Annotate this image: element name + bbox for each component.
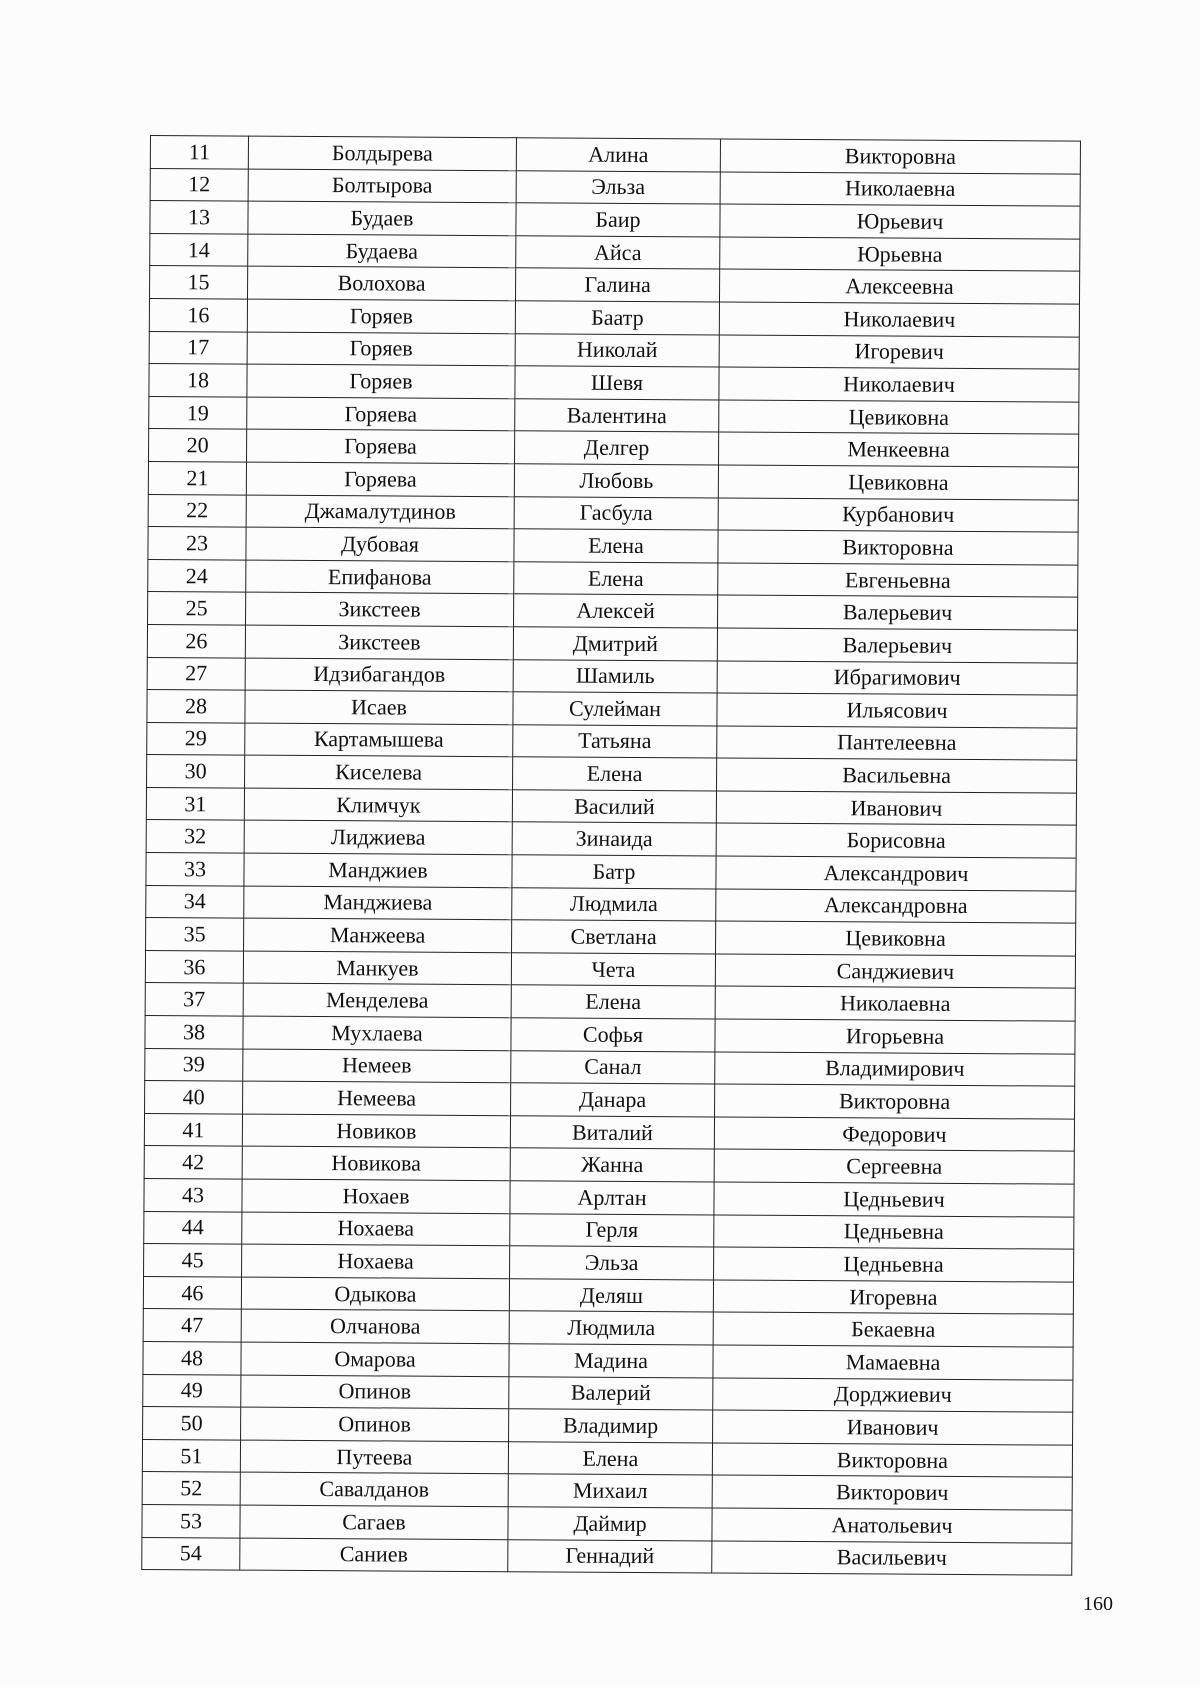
first-name-cell: Эльза — [516, 170, 720, 204]
row-number-cell: 52 — [142, 1472, 240, 1505]
patronymic-cell: Ильясович — [717, 693, 1077, 728]
last-name-cell: Нохаева — [242, 1244, 510, 1278]
first-name-cell: Светлана — [512, 920, 716, 954]
first-name-cell: Елена — [514, 561, 718, 595]
patronymic-cell: Федорович — [714, 1117, 1074, 1152]
page-number: 160 — [1083, 1593, 1113, 1615]
last-name-cell: Мухлаева — [243, 1016, 511, 1050]
first-name-cell: Елена — [508, 1441, 712, 1475]
last-name-cell: Киселева — [245, 755, 513, 789]
last-name-cell: Немеев — [243, 1049, 511, 1083]
patronymic-cell: Викторович — [712, 1475, 1072, 1510]
patronymic-cell: Васильевна — [717, 758, 1077, 793]
patronymic-cell: Цевиковна — [719, 400, 1079, 435]
last-name-cell: Горяев — [247, 299, 515, 333]
last-name-cell: Болдырева — [248, 136, 516, 170]
first-name-cell: Дмитрий — [513, 627, 717, 661]
last-name-cell: Опинов — [241, 1375, 509, 1409]
patronymic-cell: Николаевна — [715, 986, 1075, 1021]
last-name-cell: Болтырова — [248, 169, 516, 203]
first-name-cell: Василий — [512, 790, 716, 824]
first-name-cell: Зинаида — [512, 822, 716, 856]
row-number-cell: 50 — [143, 1407, 241, 1440]
patronymic-cell: Валерьевич — [717, 628, 1077, 663]
first-name-cell: Галина — [515, 268, 719, 302]
first-name-cell: Айса — [516, 236, 720, 270]
row-number-cell: 51 — [142, 1439, 240, 1472]
patronymic-cell: Васильевич — [712, 1540, 1072, 1575]
last-name-cell: Саниев — [240, 1538, 508, 1572]
row-number-cell: 22 — [148, 494, 246, 527]
last-name-cell: Горяева — [246, 462, 514, 496]
last-name-cell: Путеева — [240, 1440, 508, 1474]
row-number-cell: 31 — [146, 787, 244, 820]
last-name-cell: Манжеева — [244, 918, 512, 952]
first-name-cell: Владимир — [509, 1409, 713, 1443]
last-name-cell: Джамалутдинов — [246, 495, 514, 529]
row-number-cell: 28 — [147, 690, 245, 723]
last-name-cell: Лиджиева — [244, 821, 512, 855]
patronymic-cell: Евгеньевна — [718, 563, 1078, 598]
last-name-cell: Будаев — [248, 201, 516, 235]
row-number-cell: 27 — [147, 657, 245, 690]
last-name-cell: Идзибагандов — [245, 658, 513, 692]
last-name-cell: Горяев — [247, 332, 515, 366]
last-name-cell: Опинов — [241, 1407, 509, 1441]
first-name-cell: Жанна — [510, 1148, 714, 1182]
first-name-cell: Баир — [516, 203, 720, 237]
table-row — [142, 1537, 1072, 1575]
first-name-cell: Виталий — [510, 1116, 714, 1150]
patronymic-cell: Менкеевна — [718, 432, 1078, 467]
last-name-cell: Горяева — [247, 397, 515, 431]
first-name-cell: Любовь — [514, 464, 718, 498]
last-name-cell: Горяев — [247, 364, 515, 398]
first-name-cell: Людмила — [509, 1311, 713, 1345]
row-number-cell: 53 — [142, 1504, 240, 1537]
row-number-cell: 45 — [144, 1244, 242, 1277]
patronymic-cell: Юрьевич — [720, 204, 1080, 239]
first-name-cell: Татьяна — [513, 724, 717, 758]
patronymic-cell: Игорьевна — [715, 1019, 1075, 1054]
patronymic-cell: Борисовна — [716, 823, 1076, 858]
row-number-cell: 19 — [149, 396, 247, 429]
last-name-cell: Картамышева — [245, 723, 513, 757]
row-number-cell: 18 — [149, 364, 247, 397]
last-name-cell: Нохаев — [242, 1179, 510, 1213]
row-number-cell: 13 — [150, 201, 248, 234]
last-name-cell: Волохова — [247, 266, 515, 300]
patronymic-cell: Дорджиевич — [713, 1378, 1073, 1413]
first-name-cell: Михаил — [508, 1474, 712, 1508]
patronymic-cell: Валерьевич — [717, 595, 1077, 630]
patronymic-cell: Викторовна — [712, 1443, 1072, 1478]
patronymic-cell: Викторовна — [718, 530, 1078, 565]
row-number-cell: 46 — [143, 1276, 241, 1309]
patronymic-cell: Игоревич — [719, 335, 1079, 370]
patronymic-cell: Цевиковна — [716, 921, 1076, 956]
row-number-cell: 29 — [147, 722, 245, 755]
row-number-cell: 21 — [148, 461, 246, 494]
first-name-cell: Валентина — [515, 398, 719, 432]
row-number-cell: 48 — [143, 1341, 241, 1374]
first-name-cell: Герля — [510, 1213, 714, 1247]
row-number-cell: 16 — [149, 298, 247, 331]
patronymic-cell: Алексеевна — [719, 269, 1079, 304]
row-number-cell: 40 — [145, 1081, 243, 1114]
patronymic-cell: Курбанович — [718, 498, 1078, 533]
first-name-cell: Баатр — [515, 301, 719, 335]
last-name-cell: Климчук — [244, 788, 512, 822]
patronymic-cell: Юрьевна — [720, 237, 1080, 272]
patronymic-cell: Николаевич — [719, 367, 1079, 402]
last-name-cell: Омарова — [241, 1342, 509, 1376]
patronymic-cell: Сергеевна — [714, 1149, 1074, 1184]
first-name-cell: Батр — [512, 855, 716, 889]
row-number-cell: 41 — [144, 1113, 242, 1146]
last-name-cell: Олчанова — [241, 1309, 509, 1343]
row-number-cell: 36 — [145, 950, 243, 983]
row-number-cell: 35 — [146, 918, 244, 951]
row-number-cell: 38 — [145, 1016, 243, 1049]
last-name-cell: Одыкова — [241, 1277, 509, 1311]
first-name-cell: Шамиль — [513, 659, 717, 693]
patronymic-cell: Санджиевич — [715, 954, 1075, 989]
row-number-cell: 11 — [150, 136, 248, 169]
last-name-cell: Зикстеев — [246, 592, 514, 626]
first-name-cell: Геннадий — [508, 1539, 712, 1573]
first-name-cell: Шевя — [515, 366, 719, 400]
first-name-cell: Санал — [511, 1050, 715, 1084]
first-name-cell: Алина — [516, 138, 720, 172]
row-number-cell: 54 — [142, 1537, 240, 1570]
first-name-cell: Данара — [511, 1083, 715, 1117]
last-name-cell: Дубовая — [246, 527, 514, 561]
row-number-cell: 34 — [146, 885, 244, 918]
first-name-cell: Эльза — [510, 1246, 714, 1280]
patronymic-cell: Пантелеевна — [717, 726, 1077, 761]
row-number-cell: 32 — [146, 820, 244, 853]
names-table-body — [142, 136, 1081, 1576]
row-number-cell: 44 — [144, 1211, 242, 1244]
patronymic-cell: Викторовна — [715, 1084, 1075, 1119]
first-name-cell: Елена — [511, 985, 715, 1019]
row-number-cell: 39 — [145, 1048, 243, 1081]
first-name-cell: Делгер — [514, 431, 718, 465]
last-name-cell: Манджиев — [244, 853, 512, 887]
row-number-cell: 37 — [145, 983, 243, 1016]
last-name-cell: Менделева — [243, 984, 511, 1018]
patronymic-cell: Бекаевна — [713, 1312, 1073, 1347]
patronymic-cell: Владимирович — [715, 1052, 1075, 1087]
last-name-cell: Исаев — [245, 690, 513, 724]
patronymic-cell: Цедньевич — [714, 1182, 1074, 1217]
row-number-cell: 33 — [146, 853, 244, 886]
first-name-cell: Сулейман — [513, 692, 717, 726]
first-name-cell: Валерий — [509, 1376, 713, 1410]
first-name-cell: Николай — [515, 333, 719, 367]
patronymic-cell: Николаевич — [719, 302, 1079, 337]
patronymic-cell: Цевиковна — [718, 465, 1078, 500]
row-number-cell: 47 — [143, 1309, 241, 1342]
last-name-cell: Новиков — [242, 1114, 510, 1148]
patronymic-cell: Цедньевна — [714, 1247, 1074, 1282]
first-name-cell: Софья — [511, 1018, 715, 1052]
first-name-cell: Елена — [514, 529, 718, 563]
first-name-cell: Елена — [513, 757, 717, 791]
patronymic-cell: Иванович — [716, 791, 1076, 826]
last-name-cell: Горяева — [247, 429, 515, 463]
last-name-cell: Савалданов — [240, 1472, 508, 1506]
first-name-cell: Гасбула — [514, 496, 718, 530]
patronymic-cell: Викторовна — [720, 139, 1080, 174]
row-number-cell: 14 — [150, 233, 248, 266]
last-name-cell: Будаева — [248, 234, 516, 268]
row-number-cell: 12 — [150, 168, 248, 201]
patronymic-cell: Игоревна — [713, 1280, 1073, 1315]
last-name-cell: Новикова — [242, 1146, 510, 1180]
first-name-cell: Арлтан — [510, 1181, 714, 1215]
last-name-cell: Сагаев — [240, 1505, 508, 1539]
first-name-cell: Людмила — [512, 887, 716, 921]
patronymic-cell: Александрович — [716, 856, 1076, 891]
first-name-cell: Чета — [511, 953, 715, 987]
row-number-cell: 20 — [149, 429, 247, 462]
patronymic-cell: Александровна — [716, 889, 1076, 924]
first-name-cell: Даймир — [508, 1507, 712, 1541]
last-name-cell: Зикстеев — [245, 625, 513, 659]
row-number-cell: 42 — [144, 1146, 242, 1179]
row-number-cell: 17 — [149, 331, 247, 364]
last-name-cell: Манджиева — [244, 886, 512, 920]
row-number-cell: 30 — [147, 755, 245, 788]
row-number-cell: 24 — [148, 559, 246, 592]
first-name-cell: Алексей — [514, 594, 718, 628]
row-number-cell: 43 — [144, 1178, 242, 1211]
patronymic-cell: Цедньевна — [714, 1215, 1074, 1250]
first-name-cell: Мадина — [509, 1344, 713, 1378]
row-number-cell: 25 — [148, 592, 246, 625]
last-name-cell: Немеева — [243, 1081, 511, 1115]
last-name-cell: Манкуев — [243, 951, 511, 985]
last-name-cell: Нохаева — [242, 1212, 510, 1246]
patronymic-cell: Иванович — [713, 1410, 1073, 1445]
patronymic-cell: Анатольевич — [712, 1508, 1072, 1543]
first-name-cell: Деляш — [509, 1278, 713, 1312]
row-number-cell: 26 — [147, 624, 245, 657]
patronymic-cell: Мамаевна — [713, 1345, 1073, 1380]
last-name-cell: Епифанова — [246, 560, 514, 594]
row-number-cell: 23 — [148, 527, 246, 560]
patronymic-cell: Ибрагимович — [717, 660, 1077, 695]
patronymic-cell: Николаевна — [720, 172, 1080, 207]
names-table — [141, 135, 1081, 1576]
row-number-cell: 15 — [150, 266, 248, 299]
row-number-cell: 49 — [143, 1374, 241, 1407]
